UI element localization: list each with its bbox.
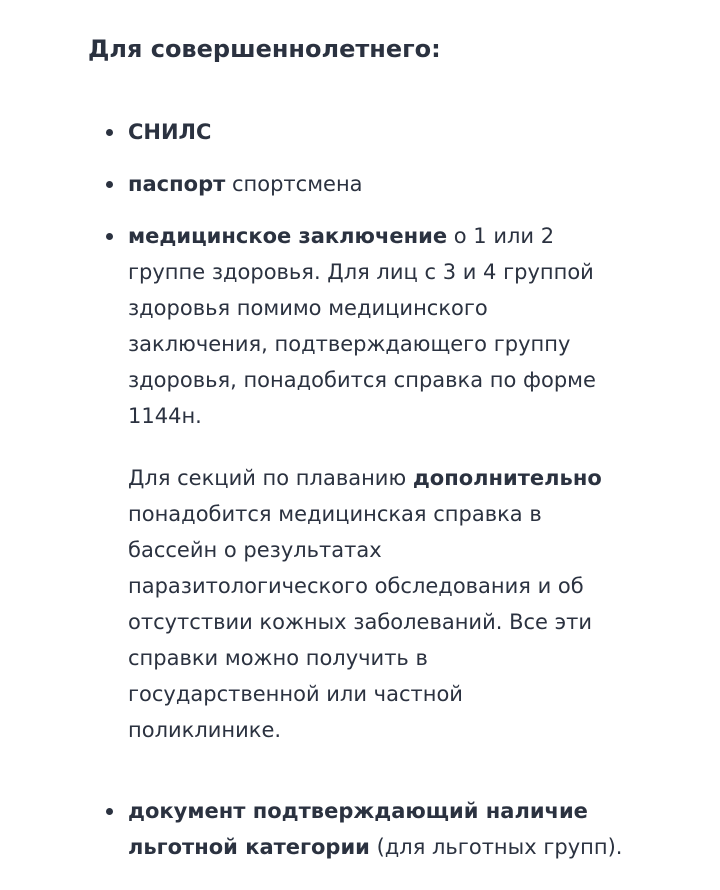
bullet-icon bbox=[106, 233, 113, 240]
list-item-benefit-document bbox=[88, 793, 648, 865]
item-rest-text: (для льготных групп). bbox=[369, 835, 623, 859]
list-item-text bbox=[88, 793, 648, 865]
document-content bbox=[88, 28, 688, 70]
swimming-note-bold: дополнительно bbox=[412, 466, 602, 490]
item-bold-label: медицинское заключение bbox=[128, 224, 448, 248]
list-item-text bbox=[88, 218, 618, 434]
bullet-icon bbox=[106, 129, 113, 136]
list-item-passport bbox=[88, 166, 648, 202]
bullet-icon bbox=[106, 181, 113, 188]
item-bold-label: паспорт bbox=[128, 172, 226, 196]
item-bold-label: СНИЛС bbox=[128, 120, 212, 144]
item-rest-text: о 1 или 2 группе здоровья. Для лиц с 3 и 4 группой здоровья помимо медицинского заключения, подтверждающего группу здоровья, понадобится справка по форме 1144н. bbox=[128, 224, 596, 428]
list-item-snils bbox=[88, 114, 648, 150]
item-bold-label: документ подтверждающий наличие льготной категории bbox=[128, 799, 588, 859]
list-item-text bbox=[88, 114, 648, 150]
section-heading: Для совершеннолетнего: bbox=[88, 35, 441, 63]
swimming-note-end: понадобится медицинская справка в бассейн о результатах паразитологического обследования и об отсутствии кожных заболеваний. Все эти справки можно получить в государственной или частной поликлинике. bbox=[128, 502, 593, 742]
swimming-note-start: Для секций по плаванию bbox=[128, 466, 413, 490]
bullet-icon bbox=[106, 808, 113, 815]
list-item-medical-certificate bbox=[88, 218, 648, 748]
list-item-text bbox=[88, 166, 648, 202]
swimming-note bbox=[88, 460, 618, 748]
item-rest-text: спортсмена bbox=[225, 172, 363, 196]
